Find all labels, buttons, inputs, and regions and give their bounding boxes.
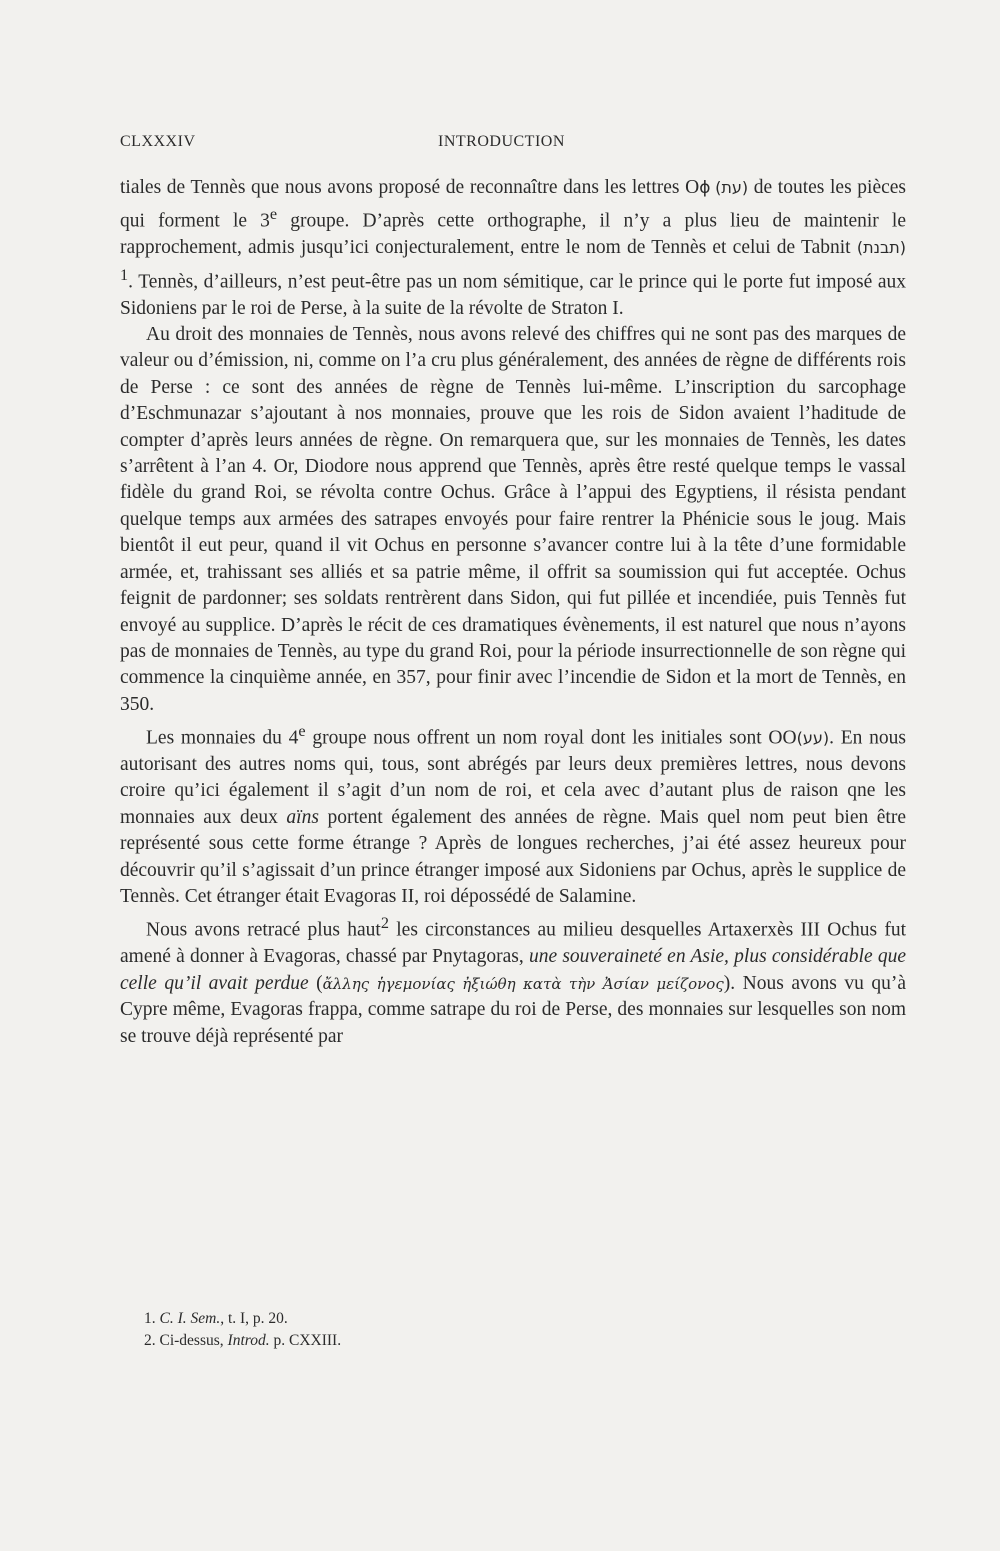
hebrew-letters: (עת) bbox=[715, 178, 749, 197]
paragraph-1 bbox=[120, 175, 906, 322]
footnote-citation: Introd. bbox=[227, 1332, 270, 1349]
text-run: . Tennès, d’ailleurs, n’est peut-être pas un nom sémitique, car le prince qui le porte fut imposé aux Sidoniens par le roi de Perse, à la suite de la révolte de Straton I. bbox=[120, 271, 906, 319]
text-run: de toutes les pièces qui forment le 3 bbox=[120, 177, 907, 232]
text-run: . En nous autorisant des autres noms qui, tous, sont abrégés par leurs deux premières lettres, nous devons croire qu’ici également il s’agit d’un nom de roi, et cela avec d’autant plus de raison qne les monnaies aux deux bbox=[120, 727, 907, 828]
page-number: CLXXXIV bbox=[120, 133, 196, 150]
greek-quote: ἄλλης ἡγεμονίας ἠξιώθη κατὰ τὴν Ἀσίαν μείζονος bbox=[322, 974, 724, 993]
footnote-1 bbox=[144, 1308, 844, 1330]
text-run: Les monnaies du 4 bbox=[146, 727, 299, 749]
footnote-ref-2: 2 bbox=[380, 914, 389, 933]
footnote-ref-1: 1 bbox=[120, 265, 129, 284]
footnote-number: 2. bbox=[144, 1332, 156, 1349]
main-text bbox=[120, 175, 906, 1050]
paragraph-3 bbox=[120, 718, 906, 910]
text-run: ). Nous avons vu qu’à Cypre même, Evagoras frappa, comme satrape du roi de Perse, des monnaies sur lesquelles son nom se trouve déjà représenté par bbox=[120, 972, 907, 1047]
superscript: e bbox=[269, 205, 278, 224]
phoenician-glyph: OO bbox=[768, 727, 797, 749]
hebrew-word: (תבנת) bbox=[856, 238, 906, 258]
italic-word: aïns bbox=[286, 806, 319, 828]
running-head bbox=[120, 133, 905, 157]
footnote-text: , t. I, p. 20. bbox=[220, 1310, 288, 1327]
hebrew-letters: (עע) bbox=[796, 728, 830, 748]
running-title: INTRODUCTION bbox=[438, 133, 565, 150]
italic-quote: une souveraineté en Asie, plus considérable que celle qu’il avait perdue bbox=[120, 946, 906, 994]
text-run: tiales de Tennès que nous avons proposé de reconnaître dans les lettres O bbox=[120, 177, 700, 198]
footnote-number: 1. bbox=[144, 1310, 156, 1327]
text-run: les circonstances au milieu desquelles Artaxerxès III Ochus fut amené à donner à Evagoras, chassé par Pnytagoras, bbox=[120, 919, 906, 968]
text-run: portent également des années de règne. Mais quel nom peut bien être représenté sous cette forme étrange ? Après de longues recherches, j’ai été assez heureux pour découvrir qu’il s’agissait d’un prince étranger imposé aux Sidoniens par Ochus, après le supplice de Tennès. Cet étranger était Evagoras II, roi dépossédé de Salamine. bbox=[120, 806, 906, 908]
footnote-text: p. CXXIII. bbox=[269, 1332, 342, 1349]
paragraph-2: Au droit des monnaies de Tennès, nous avons relevé des chiffres qui ne sont pas des marques de valeur ou d’émission, ni, comme on l’a cru plus généralement, des années de règne de différents rois de Perse : ce sont des années de règne de Tennès lui-même. L’inscription du sarcophage d’Eschmunazar s’ajoutant à nos monnaies, prouve que les rois de Sidon avaient l’haditude de compter d’après leurs années de règne. On remarquera que, sur les monnaies de Tennès, les dates s’arrêtent à l’an 4. Or, Diodore nous apprend que Tennès, après être resté quelque temps le vassal fidèle du grand Roi, se révolta contre Ochus. Grâce à l’appui des Egyptiens, il résista pendant quelque temps aux armées des satrapes envoyés pour faire rentrer la Phénicie sous le joug. Mais bientôt il eut peur, quand il vit Ochus en personne s’avancer contre lui à la tête d’une formidable armée, et, trahissant ses alliés et sa patrie même, il offrit sa soumission qui fut acceptée. Ochus feignit de pardonner; ses soldats rentrèrent dans Sidon, qui fut pillée et incendiée, puis Tennès fut envoyé au supplice. D’après le récit de ces dramatiques évènements, il est naturel que nous n’ayons pas de monnaies de Tennès, au type du grand Roi, pour la période insurrectionnelle de son règne qui commence la cinquième année, en 357, pour finir avec l’incendie de Sidon et la mort de Tennès, en 350. bbox=[120, 324, 906, 715]
paragraph-4 bbox=[120, 910, 906, 1050]
text-run: Nous avons retracé plus haut bbox=[146, 919, 381, 941]
text-run: groupe nous offrent un nom royal dont les initiales sont bbox=[305, 727, 769, 749]
superscript: e bbox=[298, 722, 306, 741]
footnote-2 bbox=[144, 1330, 844, 1352]
footnotes bbox=[144, 1308, 844, 1352]
text-run: groupe. D’après cette orthographe, il n’y a plus lieu de maintenir le rapprochement, admis jusqu’ici conjecturalement, entre le nom de Tennès et celui de Tabnit bbox=[120, 210, 906, 259]
phoenician-glyph: ϕ bbox=[699, 178, 710, 198]
footnote-text: Ci-dessus, bbox=[159, 1332, 228, 1349]
footnote-citation: C. I. Sem. bbox=[159, 1310, 221, 1327]
text-run: ( bbox=[308, 972, 323, 994]
